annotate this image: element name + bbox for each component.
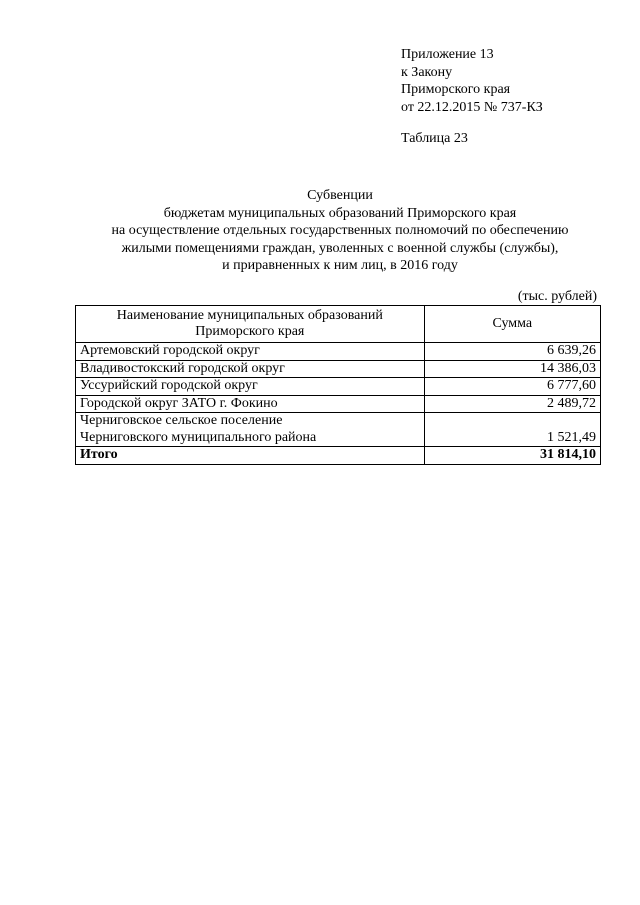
table-row: [76, 343, 601, 361]
table-row: [76, 360, 601, 378]
row-name: Владивостокский городской округ: [76, 360, 425, 378]
row-name-line: Черниговского муниципального района: [80, 429, 317, 445]
total-sum: 31 814,10: [424, 447, 600, 465]
title-line: жилыми помещениями граждан, уволенных с военной службы (службы),: [121, 240, 559, 256]
appendix-block: [401, 46, 543, 116]
row-sum: 14 386,03: [424, 360, 600, 378]
row-name-line: Черниговское сельское поселение: [80, 413, 283, 428]
subsidy-table: [75, 305, 601, 465]
table-total-row: [76, 447, 601, 465]
appendix-line: от 22.12.2015 № 737-КЗ: [401, 99, 543, 115]
row-sum: 6 777,60: [424, 378, 600, 396]
title-line: Субвенции: [307, 188, 373, 203]
header-sum-cell: Сумма: [424, 306, 600, 343]
table-number: Таблица 23: [401, 131, 468, 146]
units-label: (тыс. рублей): [517, 289, 597, 304]
header-name-line: Наименование муниципальных образований: [116, 307, 383, 323]
title-line: и приравненных к ним лиц, в 2016 году: [222, 258, 458, 273]
header-name-cell: [76, 306, 425, 343]
table-row: [76, 413, 601, 447]
table-header-row: [76, 306, 601, 343]
table-row: [76, 378, 601, 396]
row-sum: 6 639,26: [424, 343, 600, 361]
total-label: Итого: [76, 447, 425, 465]
title-line: на осуществление отдельных государственных полномочий по обеспечению: [111, 223, 569, 238]
row-name: Уссурийский городской округ: [76, 378, 425, 396]
row-name: [76, 413, 425, 447]
appendix-line: Приморского края: [401, 82, 511, 97]
title-line: бюджетам муниципальных образований Приморского края: [163, 205, 517, 221]
header-name-line: Приморского края: [195, 324, 305, 339]
row-sum: 1 521,49: [424, 413, 600, 447]
table-row: [76, 395, 601, 413]
appendix-line: Приложение 13: [401, 47, 494, 62]
row-sum: 2 489,72: [424, 395, 600, 413]
document-title: [0, 187, 640, 275]
appendix-line: к Закону: [401, 64, 453, 80]
row-name: Городской округ ЗАТО г. Фокино: [76, 395, 425, 413]
row-name: Артемовский городской округ: [76, 343, 425, 361]
